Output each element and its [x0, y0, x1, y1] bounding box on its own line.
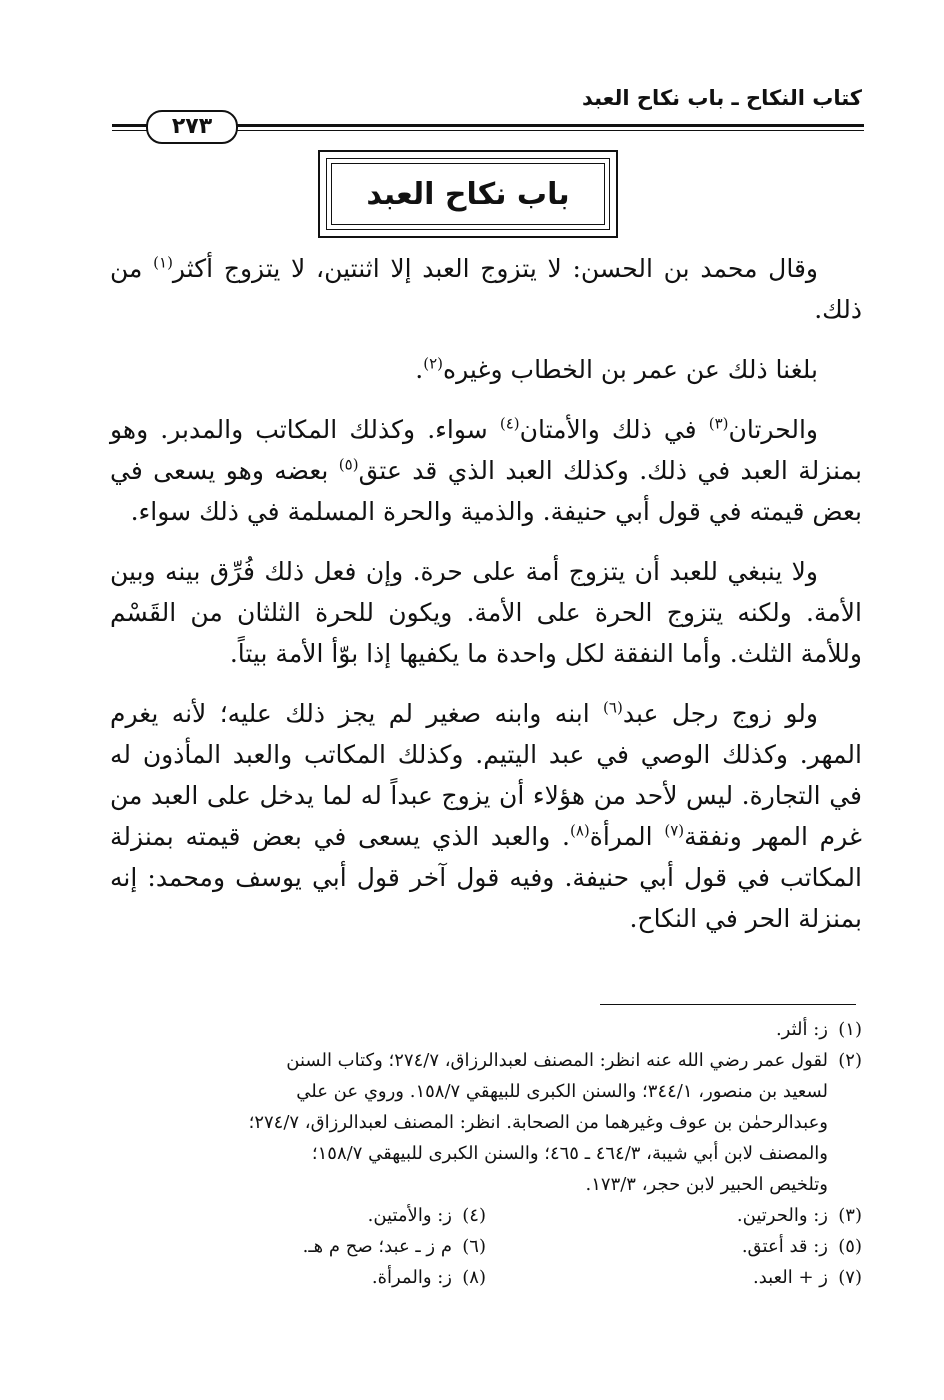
footnote-2-line-1: [110, 1045, 862, 1076]
footnote-text: ز: والأمتين.: [367, 1205, 452, 1226]
footnote-7: [486, 1262, 862, 1293]
footnote-text: ز: والمرأة.: [371, 1267, 452, 1288]
paragraph-2: [110, 349, 862, 390]
paragraph-1-text-a: وقال محمد بن الحسن: لا يتزوج العبد إلا اثنتين، لا يتزوج أكثر: [172, 254, 818, 283]
running-header-title: كتاب النكاح ـ باب نكاح العبد: [581, 86, 862, 110]
page-number: ٢٧٣: [146, 110, 238, 144]
paragraph-5-text-b: ابنه وابنه صغير لم يجز ذلك عليه؛ لأنه يغرم المهر. وكذلك الوصي في عبد اليتيم. وكذلك المكاتب والعبد المأذون له في التجارة. ليس لأحد من هؤلاء أن يزوج عبداً له لما يدخل على العبد من غرم المهر ونفقة: [110, 699, 862, 851]
footnote-ref-8: (٨): [569, 821, 590, 840]
footnote-number: (٢): [838, 1050, 862, 1071]
footnote-number: (٦): [462, 1236, 486, 1257]
footnote-text: ز + العبد.: [753, 1267, 828, 1288]
footnote-3: [486, 1200, 862, 1231]
footnote-ref-1: (١): [153, 253, 173, 272]
footnote-2-line-5: وتلخيص الحبير لابن حجر، ١٧٣/٣.: [585, 1174, 828, 1195]
footnotes: [110, 1014, 862, 1293]
footnote-number: (٣): [838, 1205, 862, 1226]
paragraph-1: [110, 248, 862, 330]
footnote-2-line-3: وعبدالرحمٰن بن عوف وغيرهما من الصحابة. انظر: المصنف لعبدالرزاق، ٢٧٤/٧؛: [248, 1112, 828, 1133]
footnote-number: (٧): [838, 1267, 862, 1288]
paragraph-3: [110, 409, 862, 532]
footnote-number: (١): [838, 1019, 862, 1040]
footnote-ref-6: (٦): [603, 698, 623, 717]
footnote-number: (٤): [462, 1205, 486, 1226]
footnote-number: (٥): [838, 1236, 862, 1257]
footnote-number: (٨): [462, 1267, 486, 1288]
chapter-title-frame-core: [331, 163, 605, 225]
paragraph-3-text-d: بعضه وهو يسعى في بعض قيمته في قول أبي حنيفة. والذمية والحرة المسلمة في ذلك سواء.: [110, 456, 862, 526]
paragraph-2-text-a: بلغنا ذلك عن عمر بن الخطاب وغيره: [443, 355, 818, 384]
chapter-title: باب نكاح العبد: [366, 176, 570, 212]
paragraph-3-text-b: في ذلك والأمتان: [519, 415, 709, 444]
chapter-title-frame: [318, 150, 618, 238]
footnote-text: م ز ـ عبد؛ صح م هـ.: [302, 1236, 452, 1257]
footnote-row-5-6: [110, 1231, 862, 1262]
footnote-text: ز: والحرتين.: [736, 1205, 828, 1226]
paragraph-1-text-b: من ذلك.: [110, 254, 862, 324]
footnote-separator: [600, 1004, 856, 1005]
paragraph-5: [110, 693, 862, 939]
paragraph-3-text-a: والحرتان: [728, 415, 818, 444]
paragraph-4: ولا ينبغي للعبد أن يتزوج أمة على حرة. وإن فعل ذلك فُرِّق بينه وبين الأمة. ولكنه يتزوج الحرة على الأمة. ويكون للحرة الثلثان من القَسْم وللأمة الثلث. وأما النفقة لكل واحدة ما يكفيها إذا بوّأ الأمة بيتاً.: [110, 557, 862, 668]
footnote-2-line-2: لسعيد بن منصور، ٣٤٤/١؛ والسنن الكبرى للبيهقي ١٥٨/٧. وروي عن علي: [296, 1081, 828, 1102]
footnote-6: [110, 1231, 486, 1262]
footnote-ref-5: (٥): [338, 455, 359, 474]
footnote-text: ز: قد أعتق.: [741, 1236, 828, 1257]
footnote-5: [486, 1231, 862, 1262]
footnote-row-3-4: [110, 1200, 862, 1231]
footnote-2-line-4: والمصنف لابن أبي شيبة، ٤٦٤/٣ ـ ٤٦٥؛ والسنن الكبرى للبيهقي ١٥٨/٧؛: [311, 1143, 828, 1164]
footnote-8: [110, 1262, 486, 1293]
paragraph-5-text-d: . والعبد الذي يسعى في بعض قيمته بمنزلة المكاتب في قول أبي حنيفة. وفيه قول آخر قول أبي يوسف ومحمد: إنه بمنزلة الحر في النكاح.: [110, 822, 862, 933]
footnote-1: [110, 1014, 862, 1045]
footnote-row-7-8: [110, 1262, 862, 1293]
footnote-text: ز: ألثر.: [775, 1019, 828, 1040]
paragraph-5-text-c: المرأة: [589, 822, 665, 851]
footnote-ref-7: (٧): [664, 821, 685, 840]
paragraph-2-text-b: .: [415, 355, 424, 384]
main-text: [110, 248, 862, 958]
footnote-2: [110, 1045, 862, 1200]
footnote-text: لقول عمر رضي الله عنه انظر: المصنف لعبدالرزاق، ٢٧٤/٧؛ وكتاب السنن: [286, 1050, 828, 1071]
paragraph-3-text-c: سواء. وكذلك المكاتب والمدبر. وهو بمنزلة العبد في ذلك. وكذلك العبد الذي قد عتق: [110, 415, 862, 485]
footnote-ref-3: (٣): [708, 414, 729, 433]
paragraph-5-text-a: ولو زوج رجل عبد: [622, 699, 818, 728]
footnote-4: [110, 1200, 486, 1231]
footnote-ref-4: (٤): [499, 414, 520, 433]
footnote-ref-2: (٢): [423, 354, 443, 373]
